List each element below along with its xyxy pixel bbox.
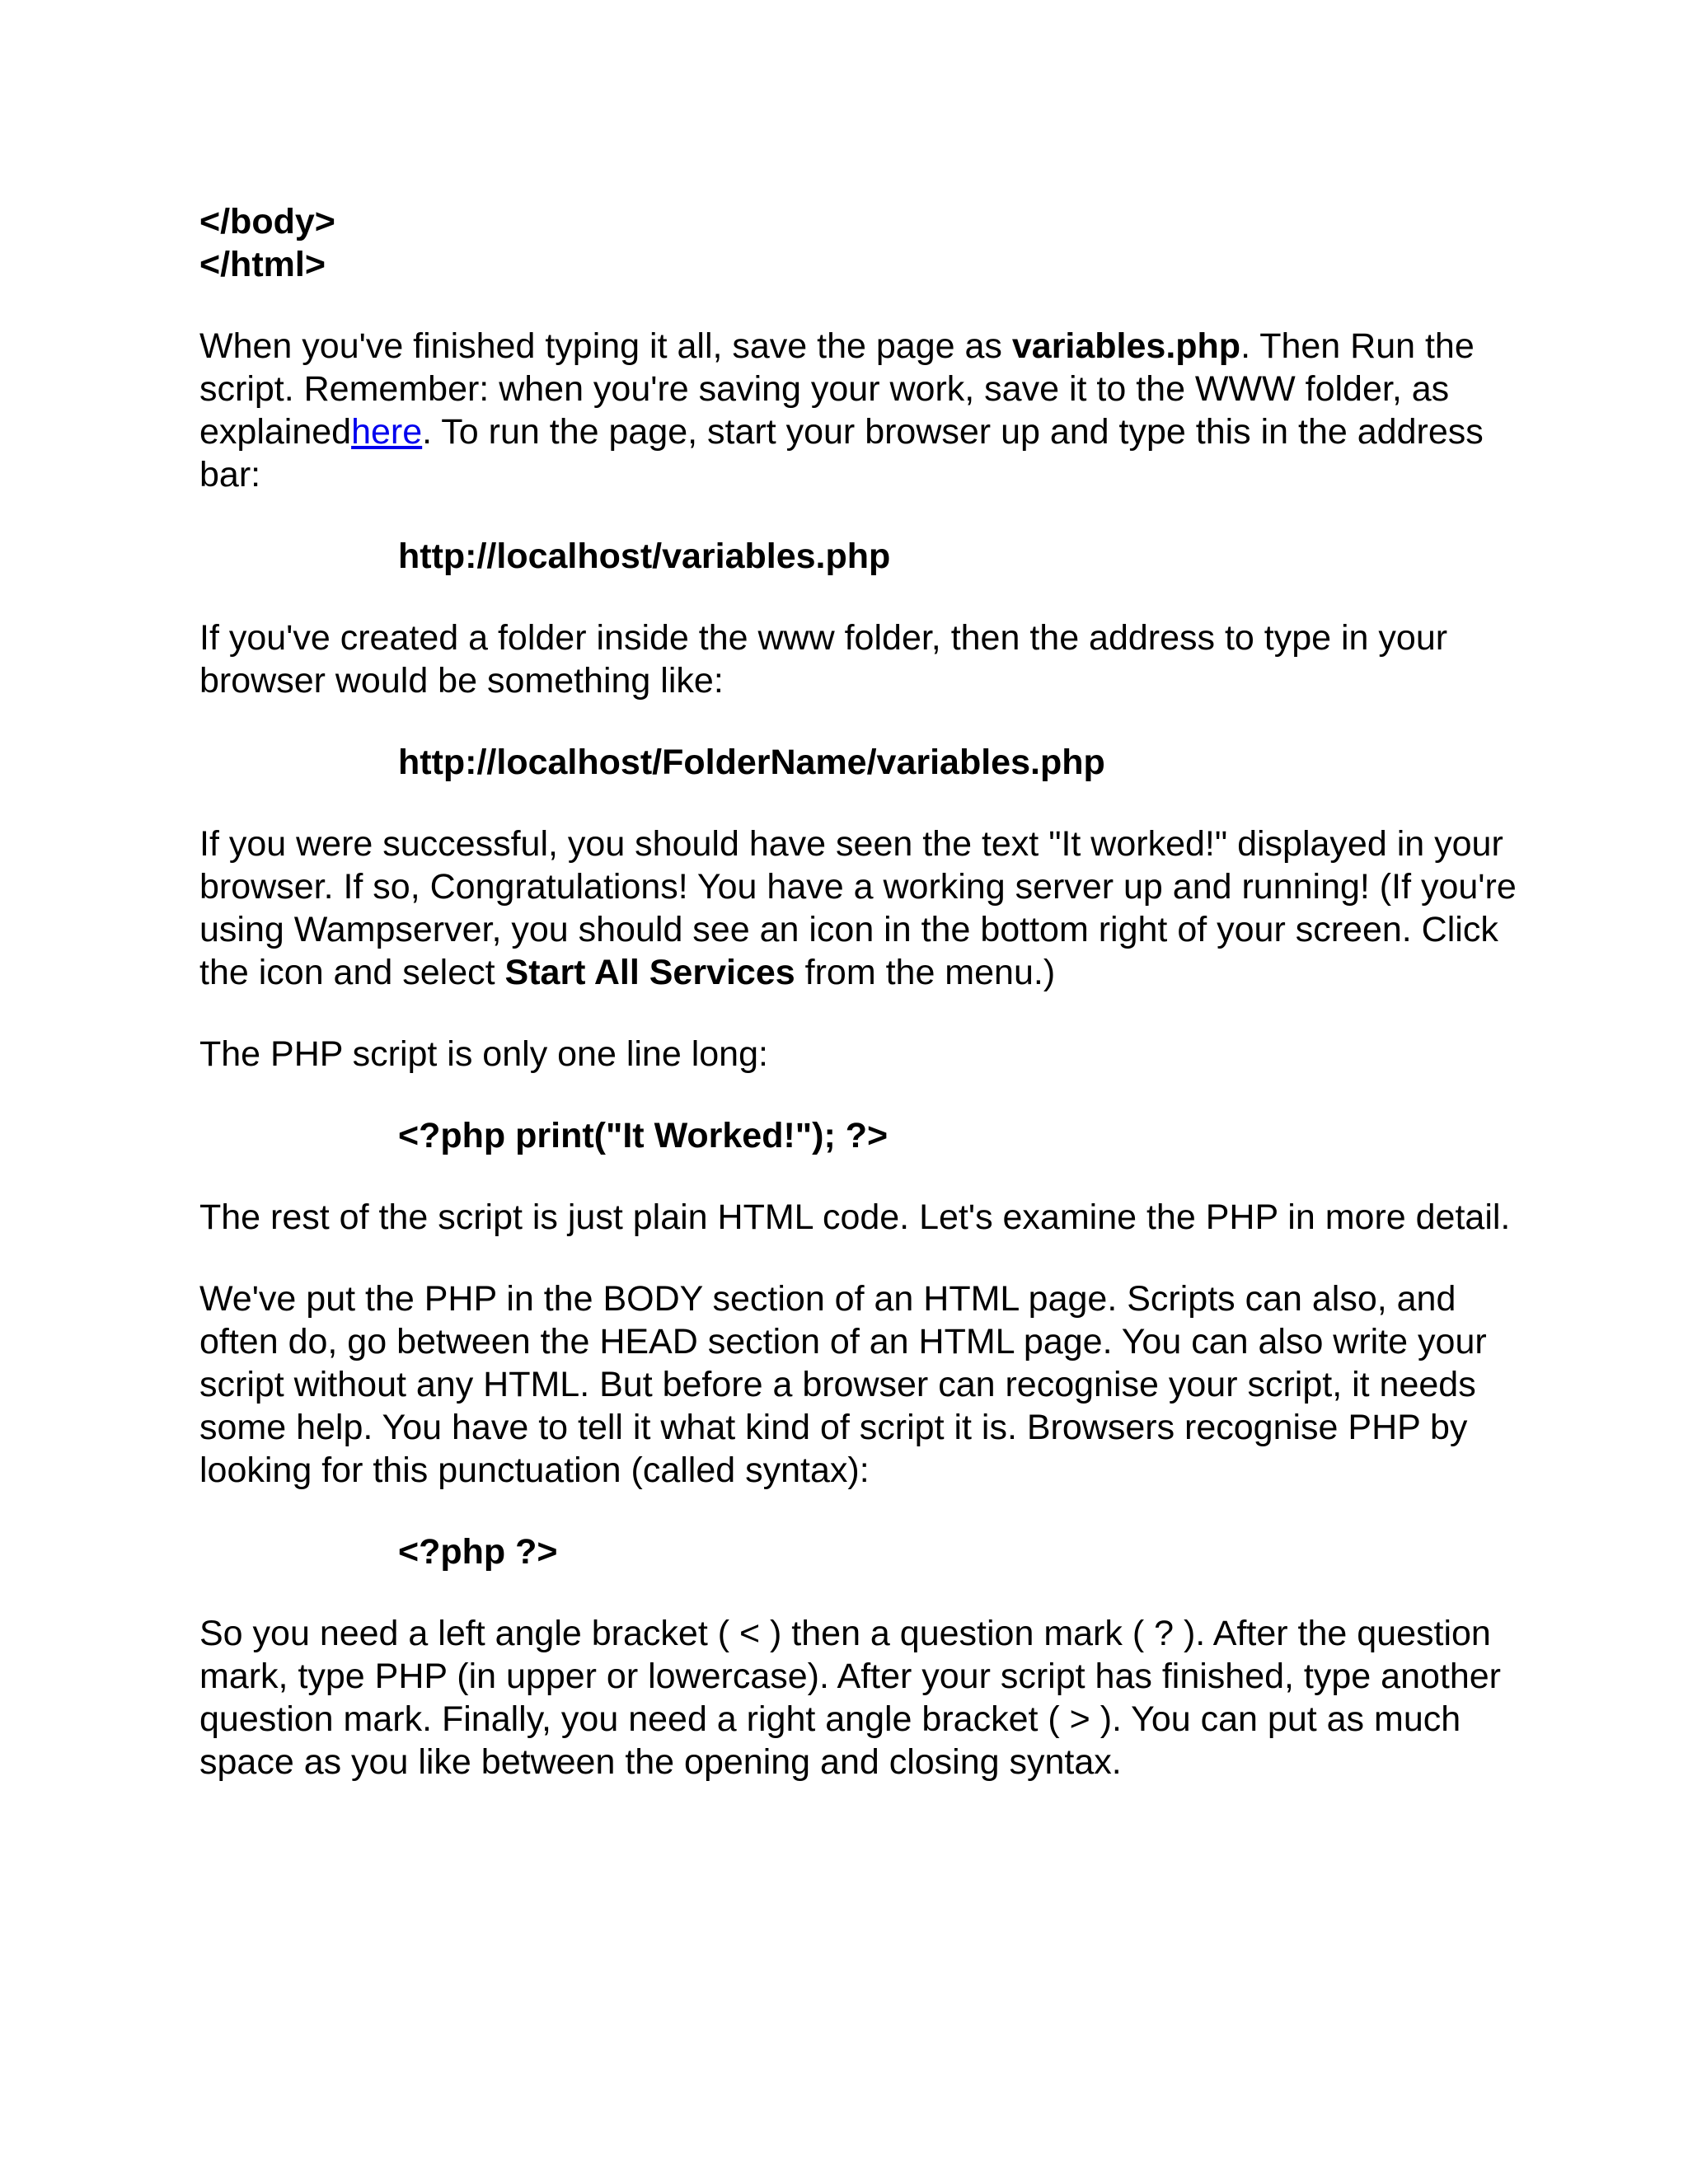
code-php-print: <?php print("It Worked!"); ?> [398, 1116, 889, 1155]
paragraph-success [199, 823, 1518, 994]
code-line-body-close: </body> [199, 202, 335, 241]
here-link[interactable]: here [351, 412, 423, 452]
paragraph-folder-address: If you've created a folder inside the www folder, then the address to type in your browser would be something like: [199, 618, 1448, 701]
paragraph-body-section: We've put the PHP in the BODY section of an HTML page. Scripts can also, and often do, go between the HEAD section of an HTML page. You can also write your script without any HTML. But before a browser can recognise your script, it needs some help. You have to tell it what kind of script it is. Browsers recognise PHP by looking for this punctuation (called syntax): [199, 1279, 1487, 1490]
code-line-html-close: </html> [199, 245, 326, 284]
paragraph-one-line: The PHP script is only one line long: [199, 1034, 768, 1074]
text-segment: If you were successful, you should have seen the text "It worked!" displayed in your browser. If so, Congratulations! You have a working server up and running! (If you're using Wampserver, you should see an icon in the bottom right of your screen. Click the icon and select [199, 824, 1517, 992]
text-segment: from the menu.) [795, 953, 1056, 992]
paragraph-save-and-run [199, 325, 1518, 496]
paragraph-plain-html: The rest of the script is just plain HTML code. Let's examine the PHP in more detail. [199, 1197, 1511, 1237]
paragraph-angle-brackets: So you need a left angle bracket ( < ) then a question mark ( ? ). After the question mark, type PHP (in upper or lowercase). After your script has finished, type another question mark. Finally, you need a right angle bracket ( > ). You can put as much space as you like between the opening and closing syntax. [199, 1614, 1501, 1782]
code-snippet-closing-tags [199, 200, 1518, 286]
code-php-tags: <?php ?> [398, 1532, 558, 1572]
code-url-foldername: http://localhost/FolderName/variables.php [398, 743, 1105, 782]
code-url-variables: http://localhost/variables.php [398, 537, 891, 576]
document-page [199, 200, 1518, 1822]
filename-bold: variables.php [1011, 326, 1241, 366]
text-segment: When you've finished typing it all, save the page as [199, 326, 1012, 366]
text-segment: . To run the page, start your browser up and type this in the address bar: [199, 412, 1484, 494]
start-all-services-bold: Start All Services [504, 953, 795, 992]
text-segment: . Then Run the script. Remember: when you're saving your work, save it to the WWW folder, as explained [199, 326, 1475, 452]
